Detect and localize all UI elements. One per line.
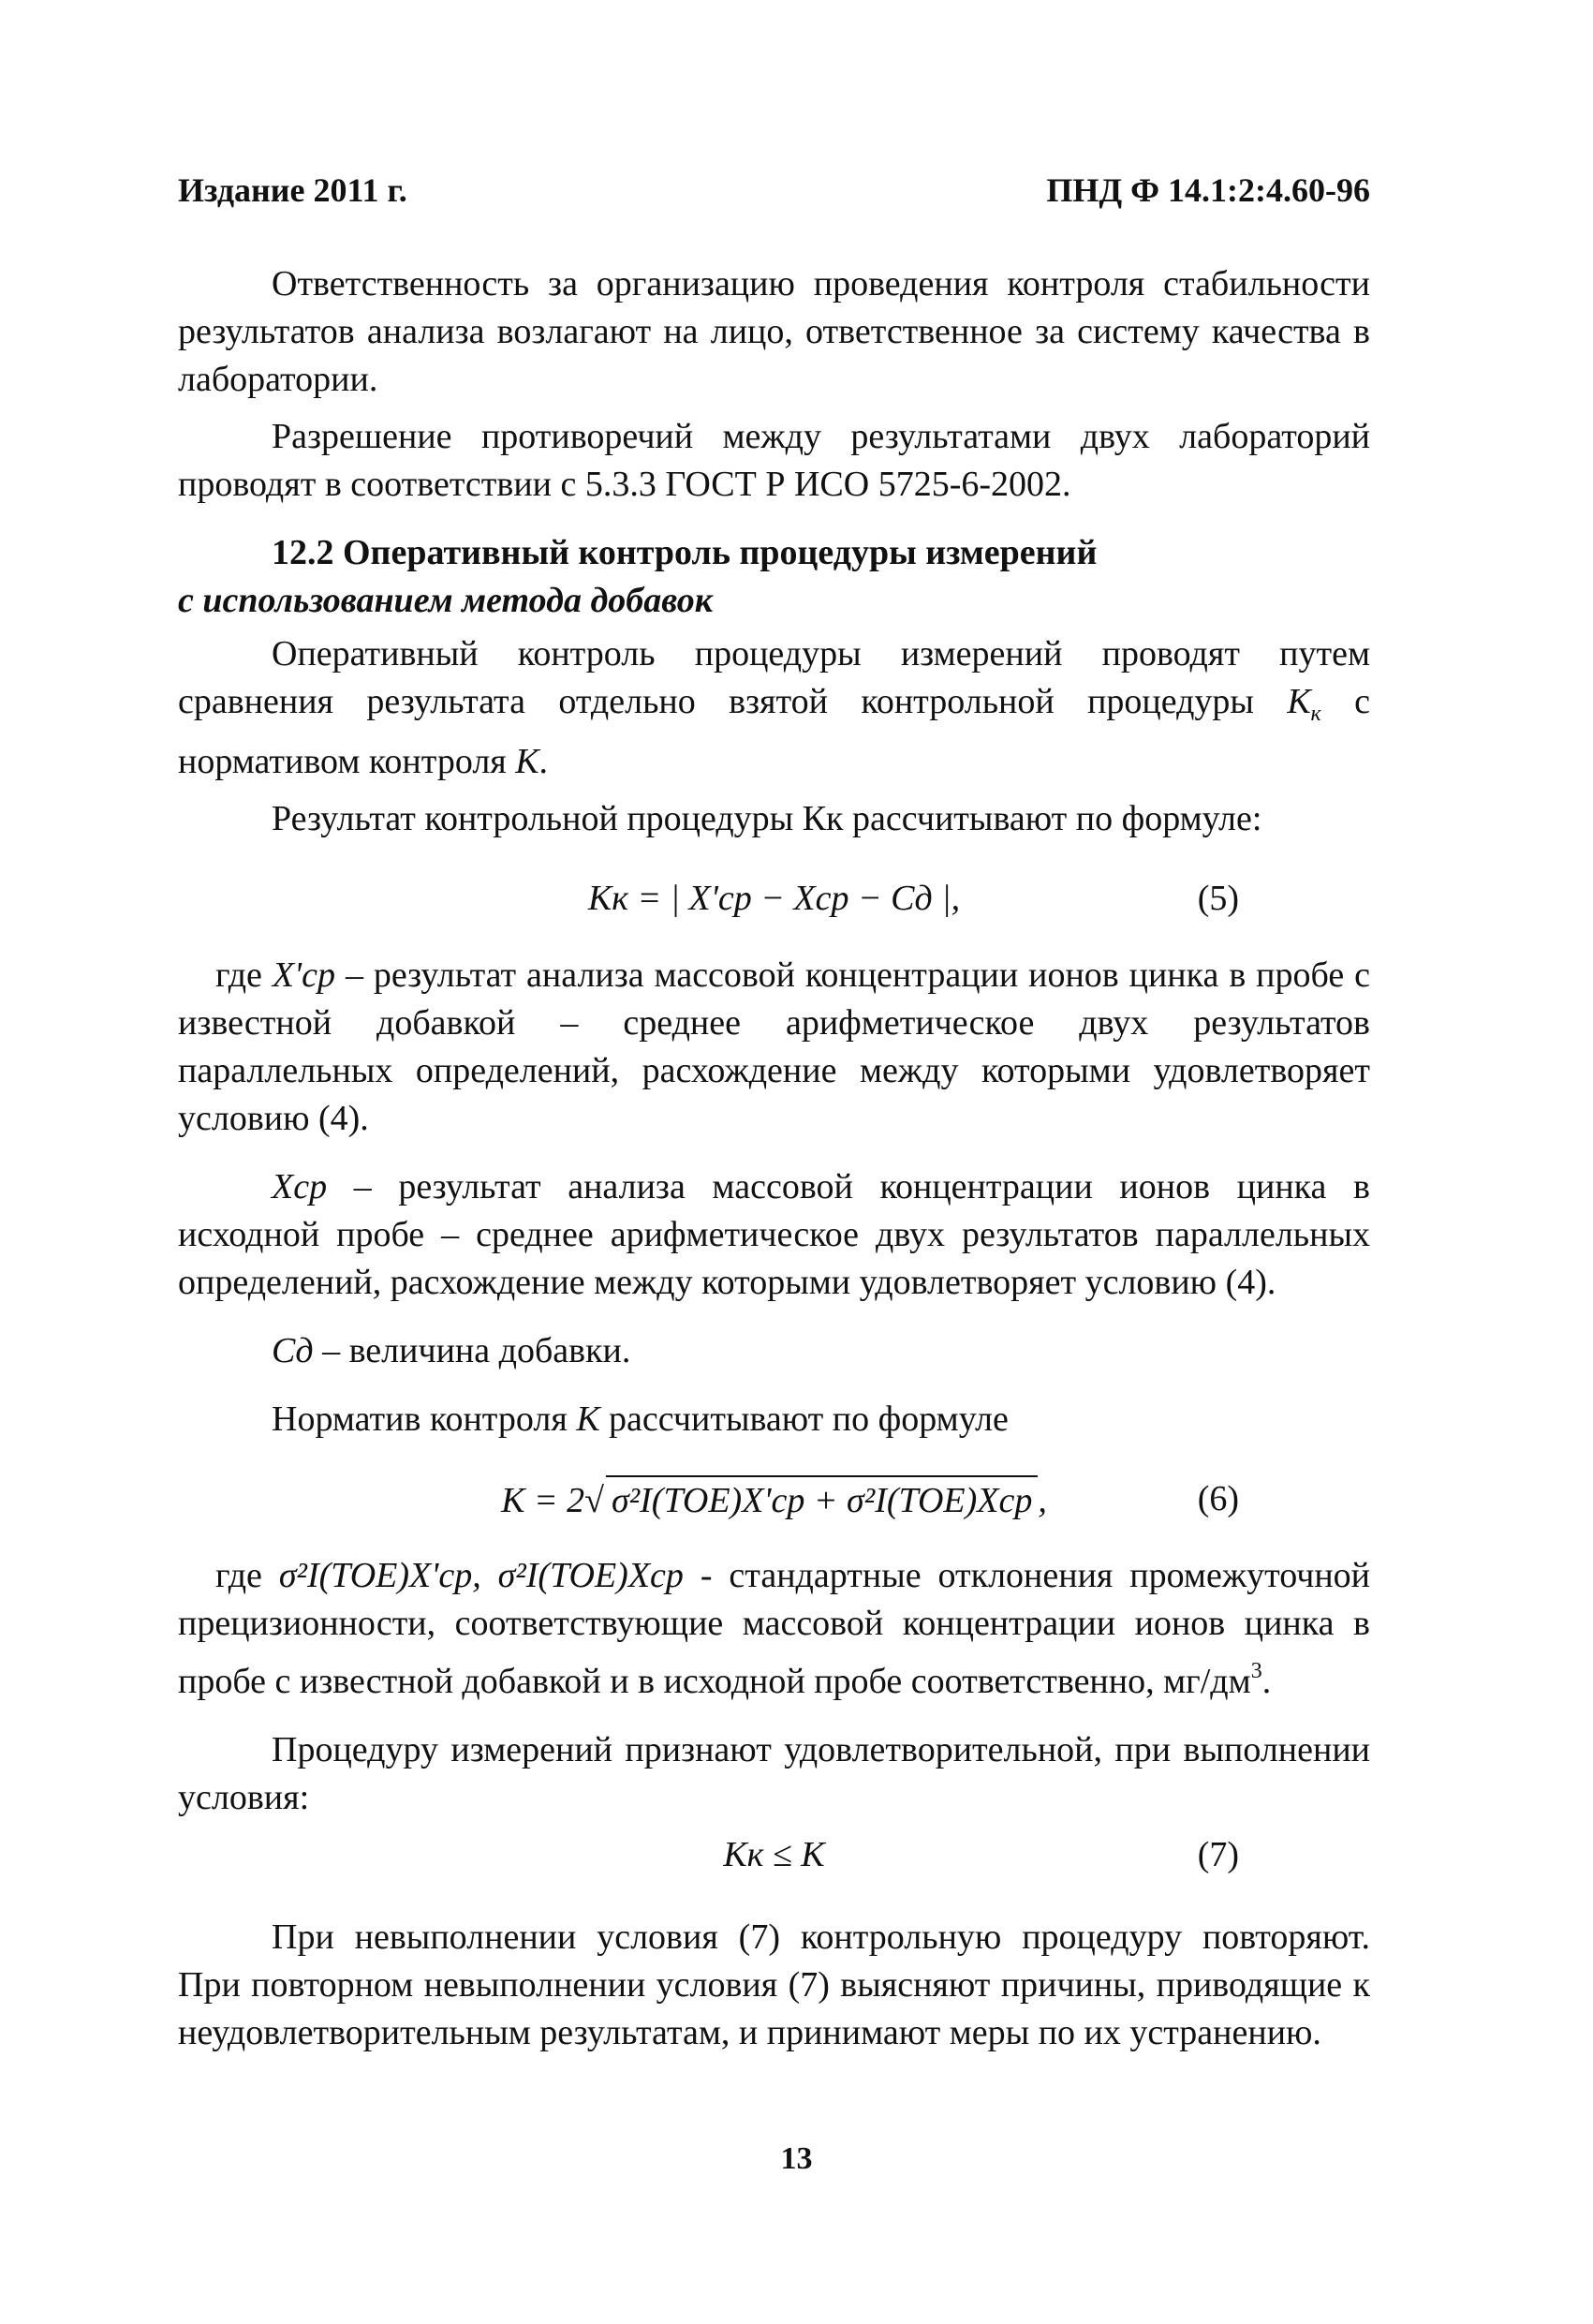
definition-sigma: где σ²I(TOE)X'ср, σ²I(TOE)Xср - стандартные отклонения промежуточной прецизионности, соответствующие массовой концентрации ионов цинка в пробе с известной добавкой и в исходной пробе соответственно, $мг/дм^3$. bbox=[178, 1556, 1370, 1701]
formula-7-number: (7) bbox=[1197, 1835, 1239, 1874]
paragraph-condition-intro: Процедуру измерений признают удовлетворительной, при выполнении условия: bbox=[178, 1730, 1370, 1817]
definition-x: Xср – результат анализа массовой концентрации ионов цинка в исходной пробе – среднее арифметическое двух результатов параллельных определений, расхождение между которыми удовлетворяет условию (4). bbox=[178, 1167, 1370, 1302]
formula-5 bbox=[178, 860, 1370, 944]
formula-5-expression: Kк = | X'ср − Xср − Cд |, bbox=[587, 879, 961, 918]
edition-label: Издание 2011 г. bbox=[178, 171, 407, 209]
page-number: 13 bbox=[780, 2141, 813, 2176]
formula-6-expression: K = 2√ σ²I(TOE)X'ср + σ²I(TOE)Xср , bbox=[178, 1475, 1370, 1525]
paragraph-disputes: Разрешение противоречий между результатами двух лабораторий проводят в соответствии с 5.3.3 ГОСТ Р ИСО 5725-6-2002. bbox=[178, 417, 1370, 504]
formula-5-number: (5) bbox=[1197, 879, 1239, 918]
document-body bbox=[178, 260, 1370, 2057]
definition-x-prime: где X'ср – результат анализа массовой концентрации ионов цинка в пробе с известной добавкой – среднее арифметическое двух результатов параллельных определений, расхождение между которыми удовлетворяет условию (4). bbox=[178, 955, 1370, 1138]
section-heading-line1: 12.2 Оперативный контроль процедуры измерений bbox=[272, 533, 1098, 572]
document-code: ПНД Ф 14.1:2:4.60-96 bbox=[1046, 171, 1370, 209]
k-symbol: К bbox=[515, 742, 539, 781]
paragraph-formula6-intro: Норматив контроля К рассчитывают по формуле bbox=[272, 1399, 1009, 1439]
kk-symbol: $К_к$ bbox=[1287, 682, 1321, 726]
formula-6 bbox=[178, 1460, 1370, 1545]
paragraph-operative-control: Оперативный контроль процедуры измерений проводят путем сравнения результата отдельно взятой контрольной процедуры $К_к$ с нормативом контроля К. bbox=[178, 634, 1370, 781]
formula-6-number: (6) bbox=[1197, 1479, 1239, 1518]
paragraph-formula5-intro: Результат контрольной процедуры Кк рассчитывают по формуле: bbox=[272, 799, 1262, 838]
section-heading-line2: с использованием метода добавок bbox=[178, 581, 714, 620]
definition-c: Cд – величина добавки. bbox=[272, 1331, 631, 1370]
paragraph-failure-handling: При невыполнении условия (7) контрольную процедуру повторяют. При повторном невыполнении условия (7) выясняют причины, приводящие к неудовлетворительным результатам, и принимают меры по их устранению. bbox=[178, 1917, 1370, 2052]
formula-7-expression: Kк ≤ K bbox=[723, 1835, 825, 1874]
section-heading bbox=[178, 529, 1370, 625]
formula-7 bbox=[178, 1828, 1370, 1893]
paragraph-responsibility: Ответственность за организацию проведения контроля стабильности результатов анализа возлагают на лицо, ответственное за систему качества в лаборатории. bbox=[178, 264, 1370, 399]
